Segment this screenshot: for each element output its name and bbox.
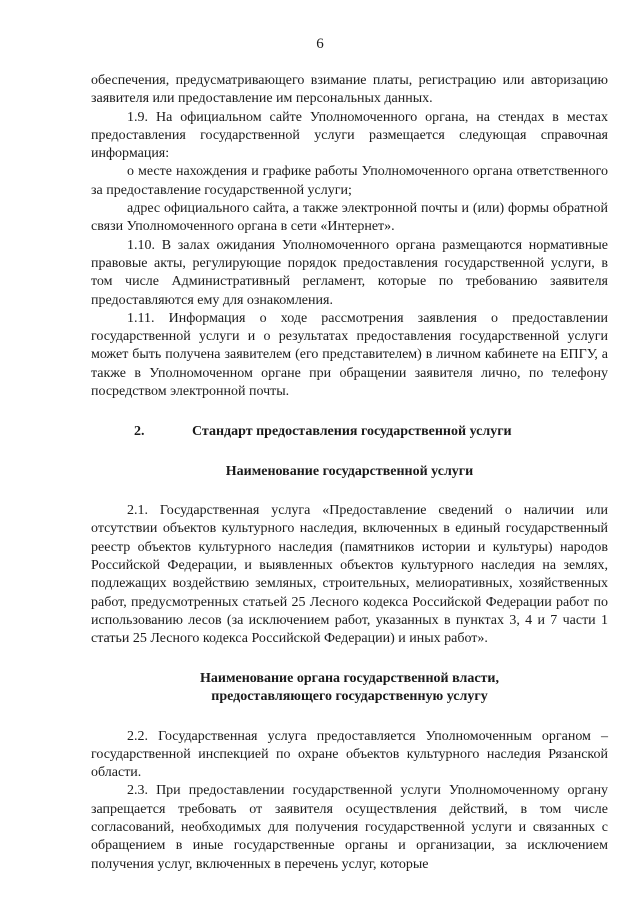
paragraph-2-1: 2.1. Государственная услуга «Предоставление сведений о наличии или отсутствии объектов культурного наследия, включенных в единый государственный реестр объектов культурного наследия (памятников истории и культуры) народов Российской Федерации, и выявленных объектов культурного наследия на землях, подлежащих воздействию земляных, строительных, мелиоративных, хозяйственных работ, предусмотренных статьей 25 Лесного кодекса Российской Федерации работ по использованию лесов (за исключением работ, указанных в пунктах 3, 4 и 7 части 1 статьи 25 Лесного кодекса Российской Федерации) и иных работ». bbox=[91, 503, 608, 647]
section-number: 2. bbox=[134, 424, 145, 440]
paragraph-website-info: адрес официального сайта, а также электронной почты и (или) формы обратной связи Уполномоченного органа в сети «Интернет». bbox=[91, 201, 608, 235]
subheading-authority-line2: предоставляющего государственную услугу bbox=[211, 689, 488, 705]
paragraph-1-9: 1.9. На официальном сайте Уполномоченного органа, на стендах в местах предоставления государственной услуги размещается следующая справочная информация: bbox=[91, 109, 608, 162]
paragraph-2-3: 2.3. При предоставлении государственной услуги Уполномоченному органу запрещается требовать от заявителя осуществления действий, в том числе согласований, необходимых для получения государственной услуги и связанных с обращением в иные государственные органы и организации, за исключением получения услуг, включенных в перечень услуг, которые bbox=[91, 783, 608, 872]
subheading-authority-line1: Наименование органа государственной власти, bbox=[199, 670, 500, 686]
section-title: Стандарт предоставления государственной услуги bbox=[192, 424, 512, 440]
subheading-service-name: Наименование государственной услуги bbox=[225, 463, 474, 479]
paragraph-1-10: 1.10. В залах ожидания Уполномоченного органа размещаются нормативные правовые акты, регулирующие порядок предоставления государственной услуги, в том числе Административный регламент, которые по требованию заявителя предоставляются ему для ознакомления. bbox=[91, 237, 608, 308]
page-number: 6 bbox=[316, 36, 324, 52]
paragraph-location-info: о месте нахождения и графике работы Уполномоченного органа ответственного за предоставление государственной услуги; bbox=[91, 164, 608, 198]
subheading-authority bbox=[91, 670, 608, 707]
paragraph-2-2: 2.2. Государственная услуга предоставляется Уполномоченным органом – государственной инспекцией по охране объектов культурного наследия Рязанской области. bbox=[91, 728, 608, 781]
paragraph-1-11: 1.11. Информация о ходе рассмотрения заявления о предоставлении государственной услуги и о результатах предоставления государственной услуги может быть получена заявителем (его представителем) в личном кабинете на ЕПГУ, а также в Уполномоченном органе при обращении заявителя лично, по телефону посредством электронной почты. bbox=[91, 310, 608, 400]
paragraph-continuation: обеспечения, предусматривающего взимание платы, регистрацию или авторизацию заявителя или предоставление им персональных данных. bbox=[91, 73, 608, 107]
document-body bbox=[91, 72, 608, 874]
section-heading bbox=[91, 423, 608, 441]
